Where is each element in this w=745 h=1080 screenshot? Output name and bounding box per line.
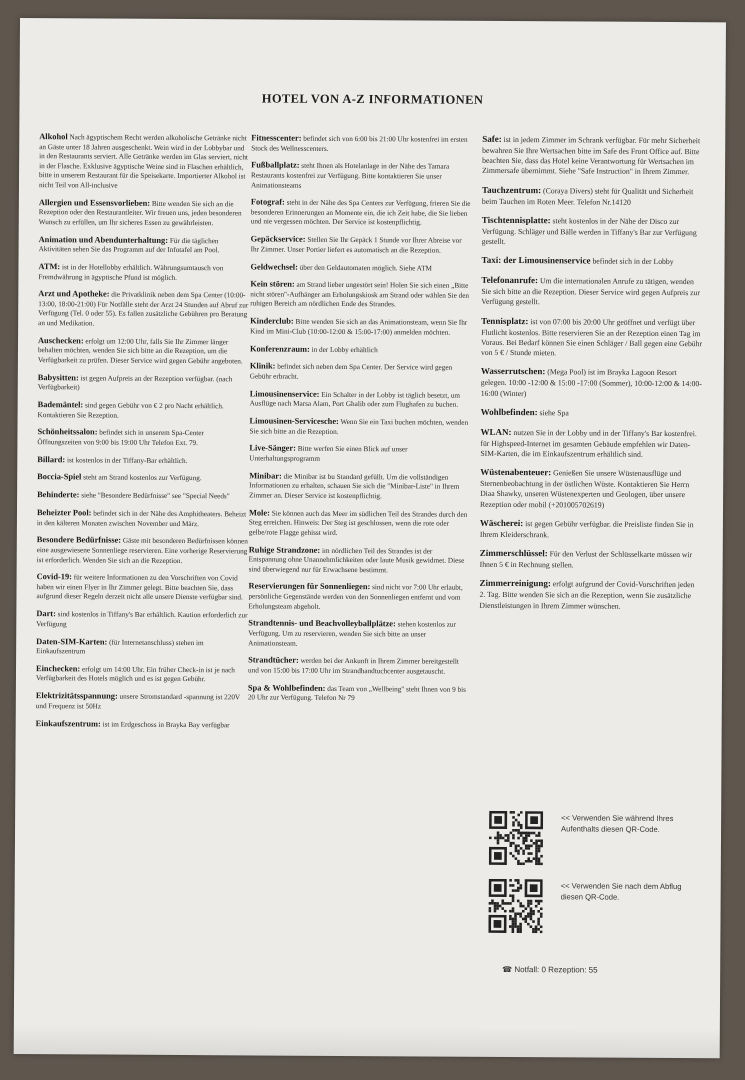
qr-departure xyxy=(484,879,694,935)
entry-kinderclub: Kinderclub: Bitte wenden Sie sich an das Animationsteam, wenn Sie Ihr Kind im Mini-Club (10:00-12:00 & 15:00-17:00) anmelden möchten. xyxy=(250,316,468,337)
entry-mole: Mole: Sie können auch das Meer im südlichen Teil des Strandes durch den Steg erreichen. Hinweis: Der Steg ist geschlossen, wenn die rote oder gelbe/rote Flagge gehisst wird. xyxy=(248,508,468,537)
entry-geldwechsel: Geldwechsel: über den Geldautomaten möglich. Siehe ATM xyxy=(250,261,432,273)
paper-shadow xyxy=(14,1024,720,1058)
qr-code-stay[interactable] xyxy=(489,811,543,865)
entry-wlan: WLAN: nutzen Sie in der Lobby und in der Tiffany's Bar kostenfrei. für Highspeed-Internet im gesamten Gebäude empfehlen wir Daten-SIM-Karten, die im Einkaufszentrum erhältlich sind. xyxy=(480,426,697,459)
entry-bademaentel: Bademäntel: sind gegen Gebühr von € 2 pro Nacht erhältlich. Kontaktieren Sie Rezeption. xyxy=(37,400,224,420)
contact-footer xyxy=(502,965,597,975)
entry-beheizter-pool: Beheizter Pool: befindet sich in der Nähe des Amphitheaters. Beheizt in den kälteren Monaten zwischen November und März. xyxy=(36,508,247,528)
entry-strandtuecher: Strandtücher: werden bei der Ankunft in Ihrem Zimmer bereitgestellt und von 15:00 bis 17:00 Uhr im Strandhandtuchcenter ausgetauscht. xyxy=(247,655,459,676)
entry-atm: ATM: ist in der Hotellobby erhältlich. Währungsumtausch von Fremdwährung in ägyptische Pfund ist möglich. xyxy=(38,262,224,282)
entry-daten-sim: Daten-SIM-Karten: (für Internetanschluss) stehen im Einkaufszentrum xyxy=(36,636,204,656)
qr-departure-label: << Verwenden Sie nach dem Abflug diesen QR-Code. xyxy=(560,881,682,902)
entry-besondere-beduerfnisse: Besondere Bedürfnisse: Gäste mit besonderen Bedürfnissen können eine ausgewiesene Sonnenliege reservieren. Eine vorherige Reservierung ist erforderlich. Wenden Sie sich an die Rezeption. xyxy=(36,535,248,565)
entry-tischtennis: Tischtennisplatte: steht kostenlos in der Nähe der Disco zur Verfügung. Schläger und Bälle werden in Tiffany's Bar zur Verfügung gestellt. xyxy=(481,214,697,247)
entry-ruhige-strandzone: Ruhige Strandzone: im nördlichen Teil des Strandes ist der Entspannung ohne Unannehmlichkeiten oder laute Musik gewidmet. Diese sind überwiegend nur für Erwachsene bestimmt. xyxy=(248,544,465,574)
entry-limousinen-servicesche: Limousinen-Servicesche: Wenn Sie ein Taxi buchen möchten, wenden Sie sich bitte an die Rezeption. xyxy=(249,416,469,436)
entry-klinik: Klinik: befindet sich neben dem Spa Center. Der Service wird gegen Gebühr erbracht. xyxy=(249,361,453,381)
column-1 xyxy=(36,131,252,737)
info-sheet xyxy=(14,18,726,1058)
entry-tennisplatz: Tennisplatz: ist von 07:00 bis 20:00 Uhr geöffnet und verfügt über Flutlicht kostenlos. Bitte reservieren Sie an der Rezeption einen Tag im Voraus. Bei Bedarf können Sie einen Schläger / Ball gegen eine Gebühr von 5 € / Stunde mieten. xyxy=(480,315,703,358)
entry-kein-stoeren: Kein stören: am Strand lieber ungestört sein! Holen Sie sich einen „Bitte nicht stören"-Aufhänger am Erholungskiosk am Strand oder wählen Sie den ruhigen Bereich am nördlichen Ende des Strandes. xyxy=(250,279,470,309)
entry-covid: Covid-19: für weitere Informationen zu den Vorschriften von Covid haben wir einen Flyer in Ihr Zimmer gelegt. Bitte beachten Sie, dass aufgrund dieser Regeln derzeit nicht alle unsere Dienste verfügbar sind. xyxy=(36,572,243,602)
entry-reservierungen: Reservierungen für Sonnenliegen: sind nicht vor 7:00 Uhr erlaubt, persönliche Gegenstände werden von den Sonnenliegen entfernt und vom Erholungsteam abgeholt. xyxy=(248,581,463,611)
entry-fotograf: Fotograf: steht in der Nähe des Spa Centers zur Verfügung, frieren Sie die besonderen Erinnerungen an Momente ein, die ich Zeit habe, die Sie lieben und nie vergessen möchten. Der Service ist kostenpflichtig. xyxy=(250,197,471,227)
entry-dart: Dart: sind kostenlos in Tiffany's Bar erhältlich. Kaution erforderlich zur Verfügung xyxy=(36,609,248,629)
entry-fitnesscenter: Fitnesscenter: befindet sich von 6:00 bis 21:00 Uhr kostenfrei im ersten Stock des Wellnesscenters. xyxy=(251,133,468,153)
entry-wuestenabenteuer: Wüstenabenteuer: Genießen Sie unsere Wüstenausflüge und Sternenbeobachtung in der östlichen Wüste. Kontaktieren Sie Herrn Diaa Shawky, unseren Wüstenexperten und Geologen, über unsere Rezeption oder mobil (+201005702619) xyxy=(480,467,690,510)
entry-spa: Spa & Wohlbefinden: das Team von „Wellbeing" steht Ihnen von 9 bis 20 Uhr zur Verfügung. Telefon Nr 79 xyxy=(247,683,466,703)
entry-tauchzentrum: Tauchzentrum: (Coraya Divers) steht für Qualität und Sicherheit beim Tauchen im Roten Meer. Telefon Nr.14120 xyxy=(481,184,694,207)
entry-safe: Safe: ist in jedem Zimmer im Schrank verfügbar. Für mehr Sicherheit bewahren Sie Ihre Wertsachen bitte im Safe des Front Office auf. Bitte beachten Sie, dass das Hotel keine Verantwortung für Wertsachen im Zimmersafe übernimmt. Siehe "Safe Instruction" in Ihrem Zimmer. xyxy=(482,133,701,177)
entry-fussballplatz: Fußballplatz: steht Ihnen als Hotelanlage in der Nähe des Tamara Restaurants kostenfrei zur Verfügung. Bitte kontaktieren Sie unser Animationsteams xyxy=(250,160,450,190)
entry-einchecken: Einchecken: erfolgt um 14:00 Uhr. Ein früher Check-in ist je nach Verfügbarkeit des Hotels möglich und es ist gegen Gebühr. xyxy=(35,664,235,684)
entry-babysitten: Babysitten: ist gegen Aufpreis an der Rezeption verfügbar. (nach Verfügbarkeit) xyxy=(37,372,233,392)
entry-strandtennis: Strandtennis- und Beachvolleyballplätze: stehen kostenlos zur Verfügung. Um zu reservieren, wenden Sie sich bitte an unser Animationsteam. xyxy=(248,618,456,648)
entry-allergien: Allergien und Essensvorlieben: Bitte wenden Sie sich an die Rezeption oder den Restaurantleiter. Wir freuen uns, jeden besonderen Wunsch zu erfüllen, um Ihr sicheres Essen zu gewährleisten. xyxy=(38,197,242,227)
entry-waescherei: Wäscherei: ist gegen Gebühr verfügbar. die Preisliste finden Sie in Ihrem Kleiderschrank. xyxy=(479,517,694,540)
entry-einkaufszentrum: Einkaufszentrum: ist im Erdgeschoss in Brayka Bay verfügbar xyxy=(35,718,230,729)
entry-konferenzraum: Konferenzraum: in der Lobby erhältlich xyxy=(249,343,378,354)
entry-arzt: Arzt und Apotheke: die Privatklinik neben dem Spa Center (10:00-13:00, 18:00-21:00) Für Notfälle steht der Arzt 24 Stunden auf Abruf zur Verfügung (Tel. 0 oder 55). Es fallen zusätzliche Gebühren pro Beratung an und Medikation. xyxy=(38,289,249,328)
entry-zimmerreinigung: Zimmerreinigung: erfolgt aufgrund der Covid-Vorschriften jeden 2. Tag. Bitte wenden Sie sich an die Rezeption, wenn Sie zusätzliche Dienstleistungen in Ihrem Zimmer wünschen. xyxy=(479,578,695,611)
entry-animation: Animation und Abendunterhaltung: Für die täglichen Aktivitäten sehen Sie das Programm auf der Infotafel am Pool. xyxy=(38,234,220,255)
contact-numbers: Notfall: 0 Rezeption: 55 xyxy=(514,965,598,975)
entry-wasserrutschen: Wasserrutschen: (Mega Pool) ist im Brayka Lagoon Resort gelegen. 10:00 -12:00 & 15:00 -17:00 (Sommer), 10:00-12:00 & 14:00-16:00 (Winter) xyxy=(480,366,702,398)
entry-behinderte: Behinderte: siehe "Besondere Bedürfnisse" see "Special Needs" xyxy=(37,490,230,501)
entry-auschecken: Auschecken: erfolgt um 12:00 Uhr, falls Sie Ihr Zimmer länger behalten möchten, wenden Sie sich bitte an die Rezeption, um die Verfügbarkeit zu prüfen. Dieser Service wird gegen Gebühr angeboten. xyxy=(37,335,243,366)
entry-schoenheitssalon: Schönheitssalon: befindet sich in unserem Spa-Center Öffnungszeiten von 9:00 bis 19:00 Uhr Telefon Ext. 79. xyxy=(37,427,204,448)
entry-boccia: Boccia-Spiel steht am Strand kostenlos zur Verfügung. xyxy=(37,472,202,483)
column-3 xyxy=(479,134,704,620)
page-title: HOTEL VON A-Z INFORMATIONEN xyxy=(261,91,484,107)
entry-billard: Billard: ist kostenlos in der Tiffany-Bar erhältlich. xyxy=(37,454,188,465)
entry-live-saenger: Live-Sänger: Bitte werfen Sie einen Blick auf unser Unterhaltungsprogramm xyxy=(249,443,408,463)
entry-wohlbefinden: Wohlbefinden: siehe Spa xyxy=(480,406,569,418)
column-2 xyxy=(248,132,472,710)
entry-elektrizitaet: Elektrizitätsspannung: unsere Stromstandard -spannung ist 220V und Frequenz ist 50Hz xyxy=(35,691,241,711)
phone-icon: ☎ xyxy=(502,964,513,975)
entry-minibar: Minibar: die Minibar ist bu Standard gefüllt. Um die vollständigen Informationen zu erhalten, schauen Sie sich die "Minibar-Liste" in Ihrem Zimmer an. Dieser Service ist kostenpflichtig. xyxy=(249,471,460,501)
entry-taxi: Taxi: der Limousinenservice befindet sich in der Lobby xyxy=(481,255,674,267)
qr-stay-label: << Verwenden Sie während Ihres Aufenthalts diesen QR-Code. xyxy=(561,813,674,834)
entry-alkohol: Alkohol Nach ägyptischem Recht werden alkoholische Getränke nicht an Gäste unter 18 Jahren ausgeschenkt. Wein wird in der Lobbybar und in den Restaurants serviert. Alle Getränke werden im Glas serviert, nicht in der Flasche. Exklusive ägyptische Weine sind in Flaschen erhältlich, bitte in unserem Restaurant für die Speisekarte. Importierter Alkohol ist nicht Teil von All-inclusive xyxy=(38,132,248,190)
entry-telefonanrufe: Telefonanrufe: Um die internationalen Anrufe zu tätigen, wenden Sie sich bitte an die Rezeption. Dieser Service wird gegen Aufpreis zur Verfügung gestellt. xyxy=(481,275,700,307)
entry-limousinenservice: Limousinenservice: Ein Schalter in der Lobby ist täglich besetzt, um Ausflüge nach Marsa Alam, Port Ghalib oder zum Flughafen zu buchen. xyxy=(249,389,461,409)
qr-stay xyxy=(485,811,695,867)
entry-gepaeckservice: Gepäckservice: Stellen Sie Ihr Gepäck 1 Stunde vor Ihrer Abreise vor Ihr Zimmer. Unser Portier liefert es automatisch an die Rezeption. xyxy=(250,234,462,255)
entry-zimmerschluessel: Zimmerschlüssel: Für den Verlust der Schlüsselkarte müssen wir Ihnen 5 € in Rechnung stellen. xyxy=(479,547,693,570)
qr-code-departure[interactable] xyxy=(488,879,542,933)
